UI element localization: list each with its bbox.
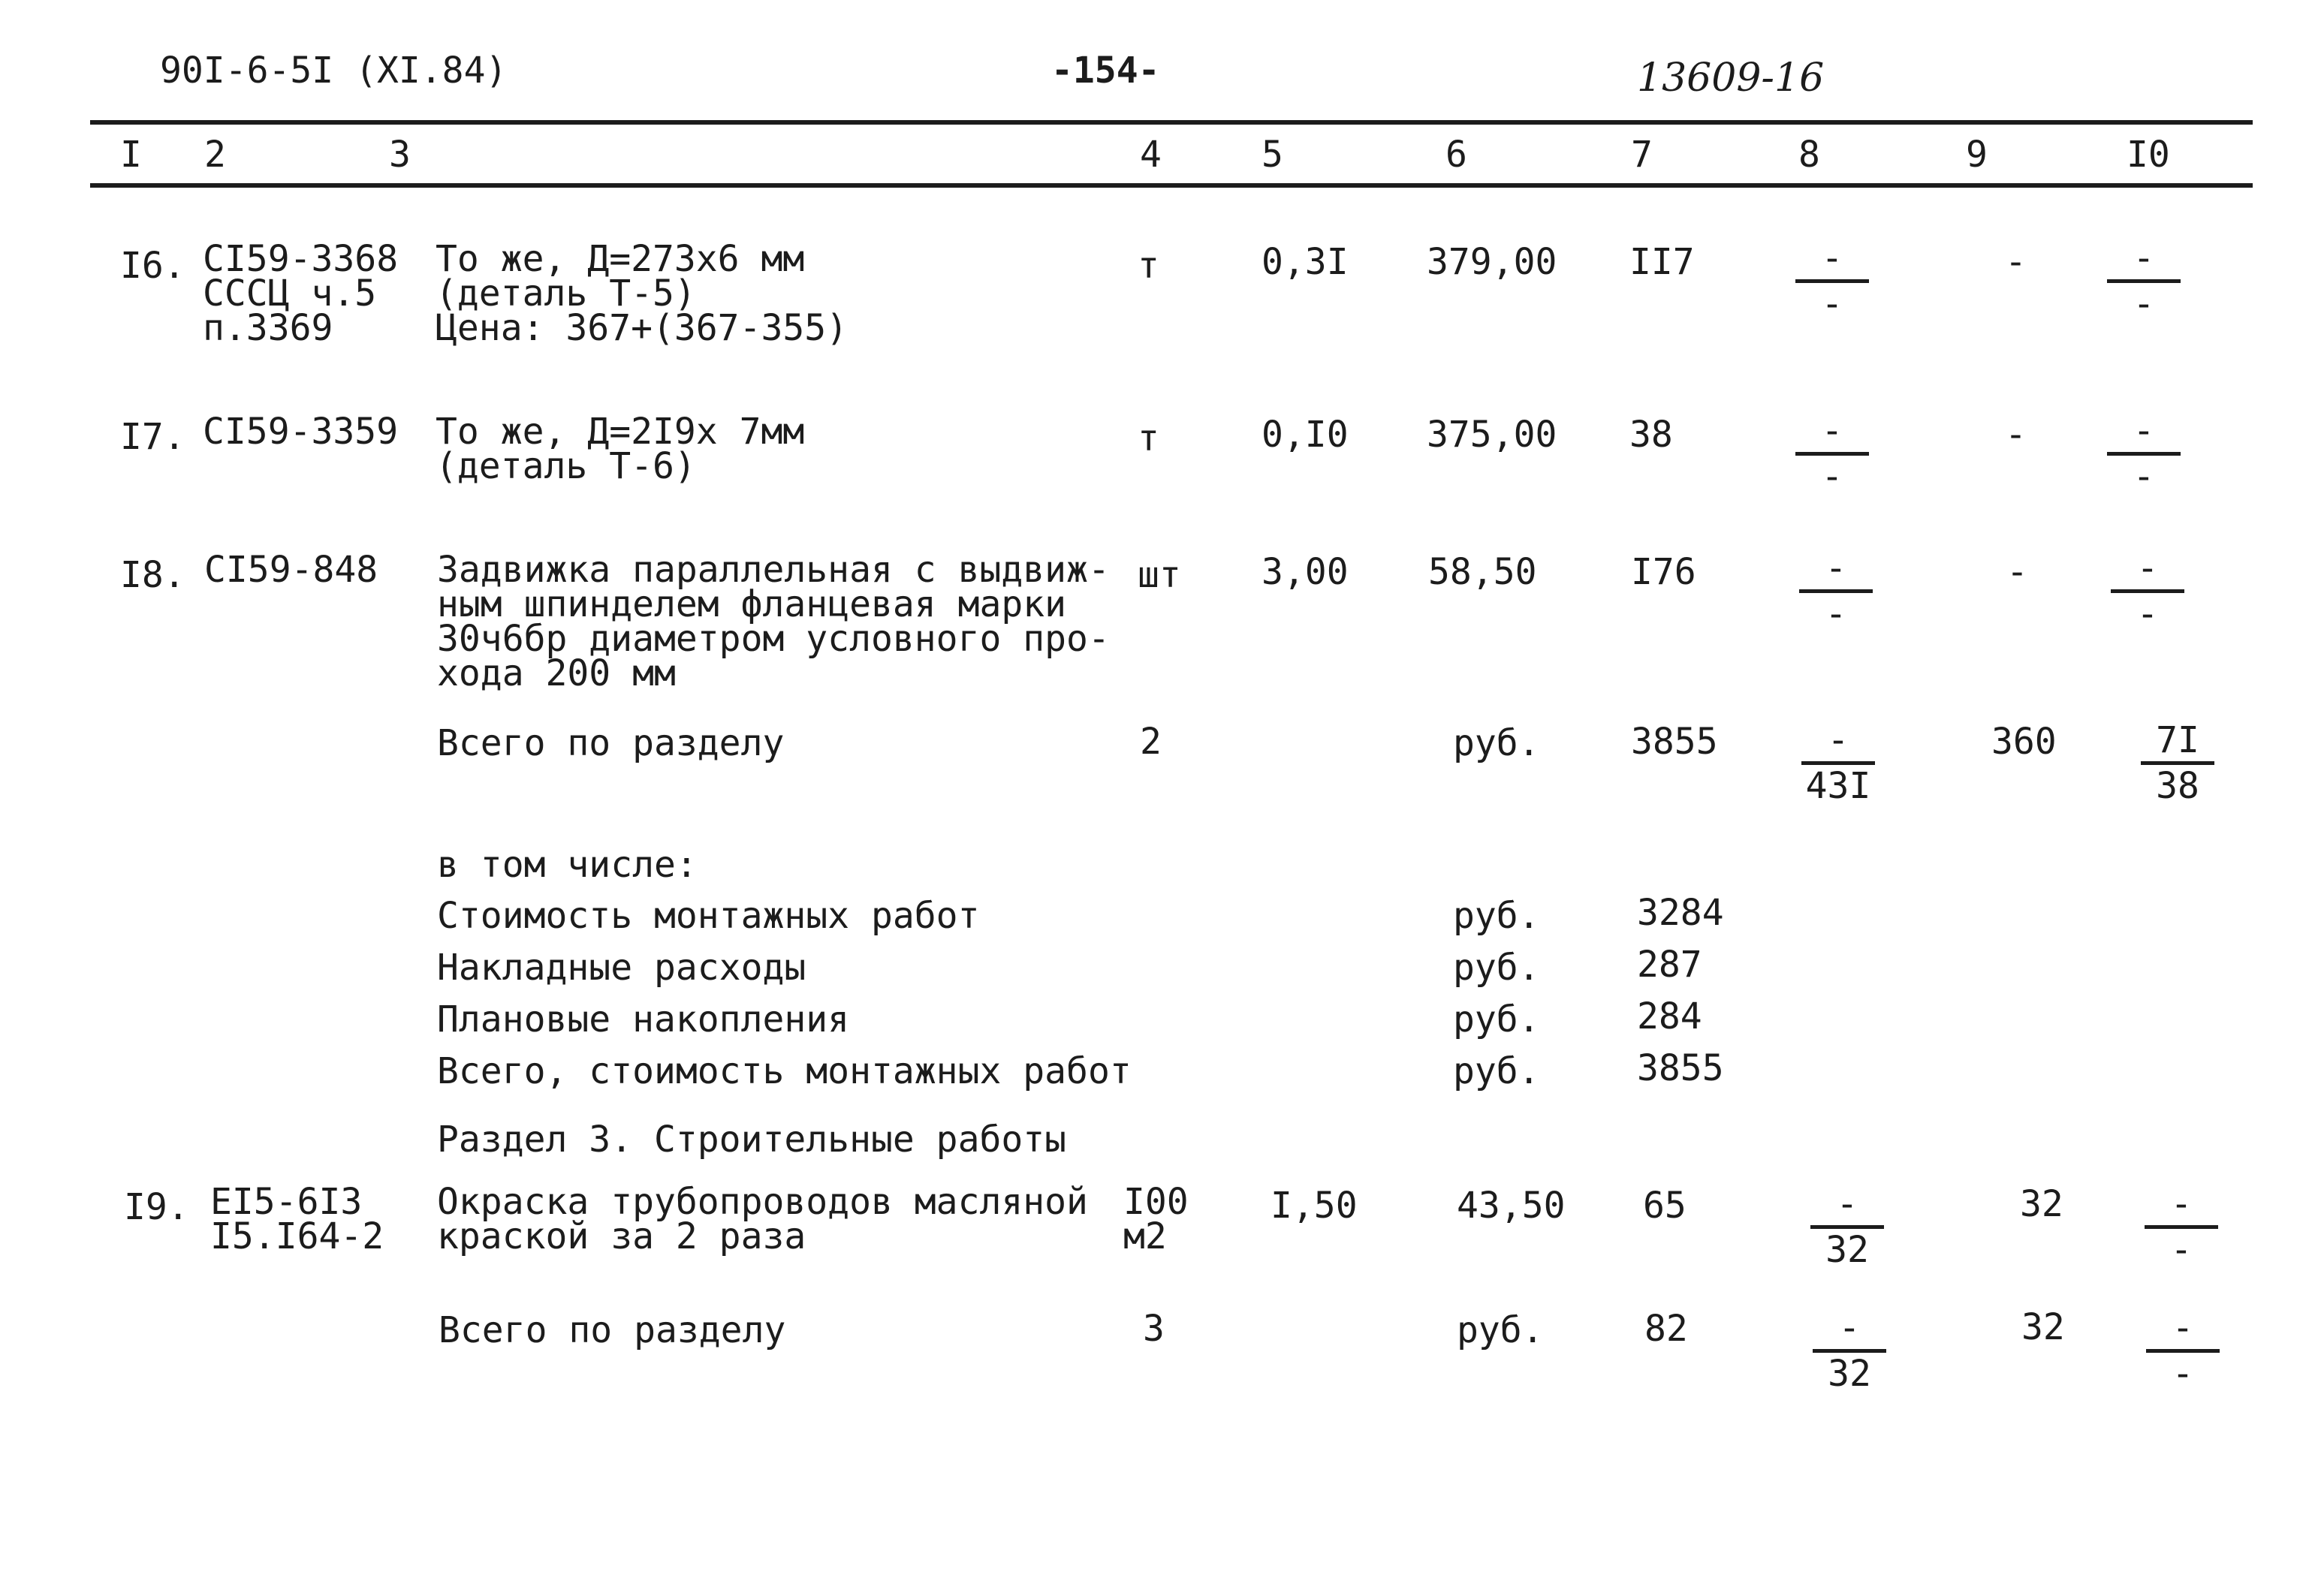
row-18-code: CI59-848 [204,549,378,591]
row-17-quantity: 0,I0 [1262,414,1349,456]
fraction-bottom: - [2136,593,2159,635]
fraction-top: - [2133,237,2155,279]
breakdown-label: Стоимость монтажных работ [437,895,980,937]
breakdown-value: 3284 [1637,892,1724,934]
fraction-bottom: - [1821,456,1843,498]
section-2-unit: руб. [1453,722,1540,764]
page-number: -154- [1051,50,1160,92]
col-4-header: 4 [1140,134,1162,176]
section-2-col8-fraction [1797,719,1879,807]
section-2-col9: 360 [1991,721,2057,763]
row-19-quantity: I,50 [1271,1185,1358,1227]
fraction-bottom: 32 [1825,1229,1869,1271]
section-3-total-label: Всего по разделу [439,1309,786,1351]
fraction-top: - [2172,1307,2194,1349]
col-8-header: 8 [1798,134,1820,176]
row-16-unit: т [1138,245,1159,287]
row-19-unit-price: 43,50 [1457,1185,1566,1227]
fraction-top: 7I [2156,719,2199,761]
row-16-col8-fraction [1791,237,1873,325]
row-17-number: I7. [120,416,185,458]
section-3-unit: руб. [1457,1309,1544,1351]
header-bottom-rule [90,183,2253,188]
row-18-col9: - [2006,551,2028,593]
col-7-header: 7 [1631,134,1653,176]
fraction-bottom: 38 [2156,765,2199,807]
section-3-col8-fraction [1808,1307,1891,1395]
row-18-unit: шт [1138,554,1181,596]
fraction-top: - [1825,547,1847,589]
row-17-total: 38 [1629,414,1673,456]
row-16-total: II7 [1629,241,1695,283]
fraction-bottom: - [2170,1229,2193,1271]
fraction-bottom: - [1825,593,1847,635]
fraction-top: - [1836,1183,1858,1225]
row-17-description: То же, Д=2I9х 7мм (деталь Т-6) [436,411,805,487]
header-top-rule [90,120,2253,125]
row-19-number: I9. [124,1186,189,1228]
breakdown-unit: руб. [1453,895,1540,937]
row-17-unit-price: 375,00 [1427,414,1557,456]
breakdown-value: 287 [1637,944,1702,986]
fraction-bottom: - [2133,456,2155,498]
row-18-total: I76 [1631,551,1696,593]
col-9-header: 9 [1966,134,1988,176]
row-18-quantity: 3,00 [1262,551,1349,593]
fraction-top: - [1827,719,1849,761]
row-18-col8-fraction [1795,547,1877,635]
section-3-col9: 32 [2021,1306,2065,1348]
section-3-total: 82 [1644,1308,1688,1350]
row-16-quantity: 0,3I [1262,241,1349,283]
row-16-number: I6. [120,245,185,287]
fraction-bottom: 43I [1805,765,1871,807]
document-code: 90I-6-5I (XI.84) [160,50,508,92]
breakdown-value: 3855 [1637,1047,1724,1089]
breakdown-unit: руб. [1453,998,1540,1040]
section-2-total-label: Всего по разделу [437,722,785,764]
row-19-col8-fraction [1806,1183,1889,1271]
row-16-col9: - [2005,241,2027,283]
row-19-col9: 32 [2020,1183,2063,1225]
section-3-number: 3 [1143,1308,1165,1350]
col-6-header: 6 [1445,134,1467,176]
row-16-unit-price: 379,00 [1427,241,1557,283]
row-17-unit: т [1138,417,1159,459]
fraction-bottom: - [2172,1353,2194,1395]
fraction-bottom: - [1821,283,1843,325]
breakdown-label: Всего, стоимость монтажных работ [437,1050,1132,1092]
row-16-description: То же, Д=273х6 мм (деталь Т-5) Цена: 367+(367-355) [436,238,849,349]
section-2-number: 2 [1140,721,1162,763]
col-3-header: 3 [389,134,411,176]
fraction-top: - [2136,547,2159,589]
row-19-unit: I00 м2 [1123,1181,1189,1257]
fraction-bottom: 32 [1828,1353,1871,1395]
row-17-code: CI59-3359 [203,411,399,453]
fraction-bottom: - [2133,283,2155,325]
row-19-code: EI5-6I3 I5.I64-2 [210,1181,384,1257]
breakdown-label: Плановые накопления [437,998,850,1040]
col-10-header: I0 [2127,134,2170,176]
row-18-col10-fraction [2106,547,2189,635]
section-3-title: Раздел 3. Строительные работы [437,1119,1067,1161]
row-19-col10-fraction [2140,1183,2223,1271]
breakdown-value: 284 [1637,995,1702,1037]
row-17-col9: - [2005,414,2027,456]
section-2-total: 3855 [1631,721,1718,763]
row-18-number: I8. [120,554,185,596]
breakdown-heading: в том числе: [437,844,698,886]
row-18-description: Задвижка параллельная с выдвиж- ным шпинделем фланцевая марки 30ч6бр диаметром условного про- хода 200 мм [437,549,1110,694]
breakdown-label: Накладные расходы [437,947,806,989]
fraction-top: - [2133,410,2155,452]
row-19-total: 65 [1643,1185,1687,1227]
row-17-col10-fraction [2103,410,2185,498]
row-19-description: Окраска трубопроводов масляной краской за 2 раза [437,1181,1088,1257]
fraction-top: - [2170,1183,2193,1225]
row-17-col8-fraction [1791,410,1873,498]
fraction-top: - [1838,1307,1861,1349]
section-2-col10-fraction [2136,719,2219,807]
row-16-col10-fraction [2103,237,2185,325]
fraction-top: - [1821,237,1843,279]
row-16-code: CI59-3368 СССЦ ч.5 п.3369 [203,238,399,349]
archive-number: 13609-16 [1637,56,1825,101]
col-1-header: I [120,134,142,176]
row-18-unit-price: 58,50 [1428,551,1537,593]
fraction-top: - [1821,410,1843,452]
breakdown-unit: руб. [1453,947,1540,989]
col-2-header: 2 [204,134,226,176]
col-5-header: 5 [1262,134,1283,176]
breakdown-unit: руб. [1453,1050,1540,1092]
section-3-col10-fraction [2142,1307,2224,1395]
